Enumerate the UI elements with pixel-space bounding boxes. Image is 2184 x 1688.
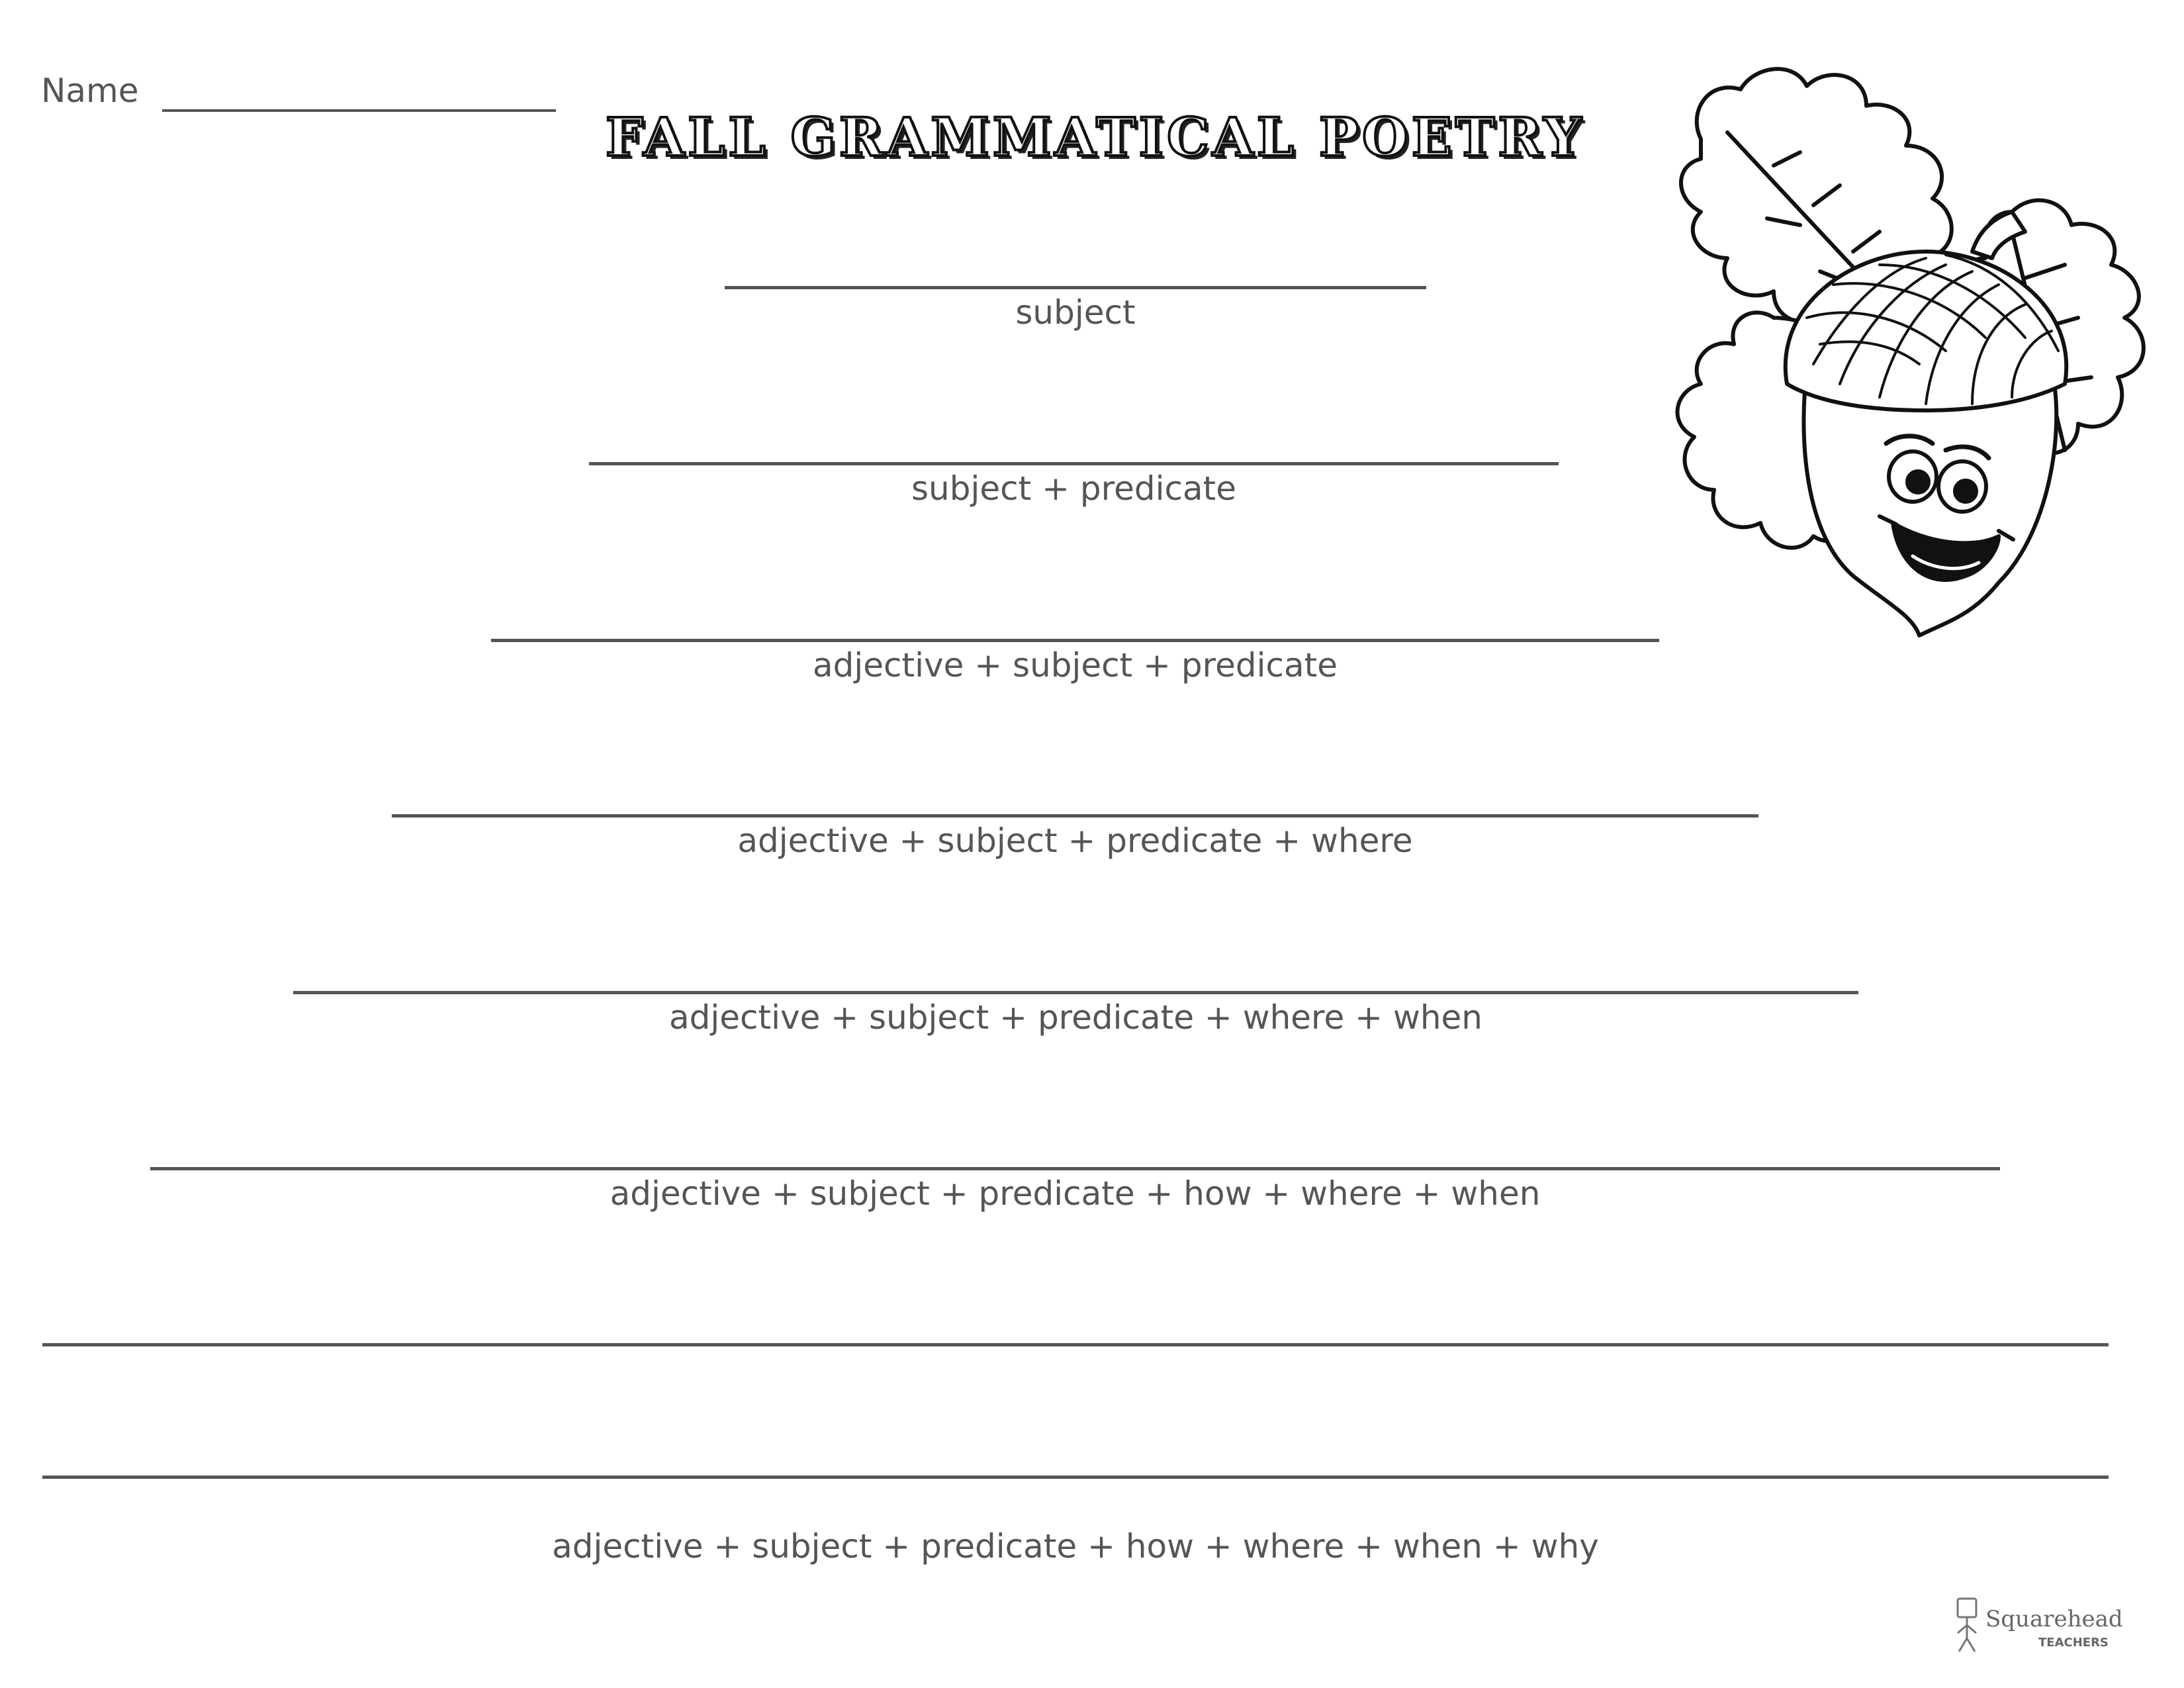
answer-line-7b[interactable] (42, 1476, 2109, 1479)
answer-line-4[interactable] (392, 814, 1758, 818)
line-label-7: adjective + subject + predicate + how + where + when + why (552, 1527, 1599, 1566)
answer-line-7a[interactable] (42, 1343, 2109, 1346)
line-label-6: adjective + subject + predicate + how + where + when (610, 1174, 1541, 1213)
answer-line-2[interactable] (589, 462, 1559, 465)
acorn-with-oak-leaves-icon (1602, 53, 2184, 669)
line-label-5: adjective + subject + predicate + where + when (668, 998, 1482, 1037)
line-label-2: subject + predicate (911, 469, 1236, 508)
name-blank-line[interactable] (162, 109, 556, 112)
page-title: FALL GRAMMATICAL POETRY (606, 106, 1585, 168)
logo-text-squarehead: Squarehead (1985, 1606, 2123, 1632)
answer-line-6[interactable] (150, 1167, 2000, 1170)
logo-text-teachers: TEACHERS (2038, 1636, 2109, 1650)
line-label-3: adjective + subject + predicate (812, 646, 1338, 684)
answer-line-1[interactable] (725, 286, 1426, 289)
line-label-4: adjective + subject + predicate + where (737, 821, 1413, 860)
name-label: Name (41, 71, 139, 110)
line-label-1: subject (1015, 293, 1136, 332)
answer-line-3[interactable] (491, 639, 1659, 642)
squarehead-teachers-logo-icon (1946, 1592, 2144, 1658)
answer-line-5[interactable] (293, 991, 1858, 994)
